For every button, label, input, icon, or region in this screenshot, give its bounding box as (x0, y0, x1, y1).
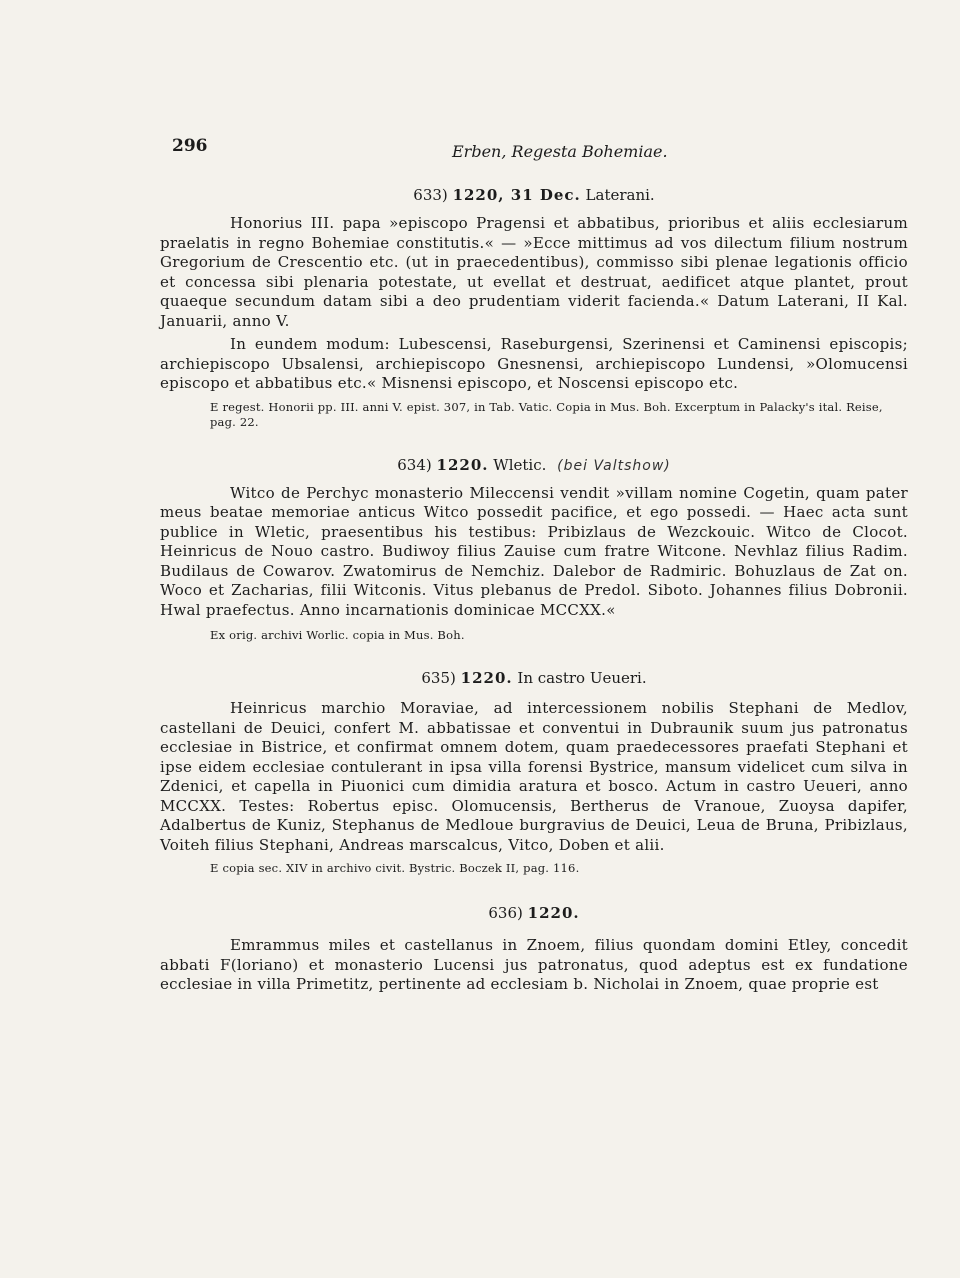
entry-date: 1220. (436, 455, 489, 474)
document-page (160, 124, 908, 995)
handwritten-annotation: (bei Valtshow) (557, 457, 671, 474)
entry-heading-633 (160, 186, 908, 204)
entry-paragraph: In eundem modum: Lubescensi, Raseburgensi, Szerinensi et Caminensi episcopis; archiepiscopo Ubsalensi, archiepiscopo Gnesnensi, archiepiscopo Lundensi, »Olomucensi episcopo et abbatibus etc.« Misnensi episcopo, et Noscensi episcopo etc. (160, 335, 908, 392)
entry-date: 1220. (527, 904, 580, 922)
entry-place: Laterani. (585, 186, 655, 204)
entry-place: In castro Ueueri. (517, 669, 647, 687)
entry-heading-634 (160, 456, 908, 474)
source-note: Ex orig. archivi Worlic. copia in Mus. Boh. (210, 628, 465, 642)
entry-heading-636 (160, 904, 908, 922)
entry-number: 633) (413, 186, 448, 204)
entry-paragraph: Heinricus marchio Moraviae, ad intercessionem nobilis Stephani de Medlov, castellani de Deuici, confert M. abbatissae et conventui in Dubraunik suum jus patronatus ecclesiae in Bistrice, et confirmat omnem dotem, quam praedecessores praefati Stephani et ipse eidem ecclesiae contulerant in ipsa villa forensi Bystrice, mansum videlicet cum silva in Zdenici, et capella in Piuonici cum dimidia aratura et bosco. Actum in castro Ueueri, anno MCCXX. Testes: Robertus episc. Olomucensis, Bertherus de Vranoue, Zuoysa dapifer, Adalbertus de Kuniz, Stephanus de Medloue burgravius de Deuici, Leua de Bruna, Pribizlaus, Voiteh filius Stephani, Andreas marscalcus, Vitco, Doben et alii. (160, 699, 908, 854)
running-title: Erben, Regesta Bohemiae. (452, 142, 668, 161)
page-header (160, 124, 908, 161)
source-note: E regest. Honorii pp. III. anni V. epist. 307, in Tab. Vatic. Copia in Mus. Boh. Excerptum in Palacky's ital. Reise, pag. 22. (210, 399, 883, 429)
entry-number: 636) (488, 904, 523, 922)
entry-date: 1220, 31 Dec. (452, 186, 581, 204)
entry-number: 635) (421, 669, 456, 687)
entry-paragraph: Witco de Perchyc monasterio Mileccensi vendit »villam nomine Cogetin, quam pater meus beatae memoriae anticus Witco possedit pacifice, et ego possedi. — Haec acta sunt publice in Wletic, praesentibus his testibus: Pribizlaus de Wezckouic. Witco de Clocot. Heinricus de Nouo castro. Budiwoy filius Zauise cum fratre Witcone. Nevhlaz filius Radim. Budilaus de Cowarov. Zwatomirus de Nemchiz. Dalebor de Radmiric. Bohuzlaus de Zat on. Woco et Zacharias, filii Witconis. Vitus plebanus de Predol. Siboto. Johannes filius Dobronii. Hwal praefectus. Anno incarnationis dominicae MCCXX.« (160, 483, 908, 619)
entry-date: 1220. (460, 669, 513, 687)
entry-place: Wletic. (493, 455, 547, 474)
entry-heading-635 (160, 669, 908, 687)
page-number: 296 (172, 136, 208, 156)
source-note: E copia sec. XIV in archivo civit. Bystric. Boczek II, pag. 116. (210, 861, 580, 875)
entry-number: 634) (397, 455, 432, 474)
entry-paragraph: Emrammus miles et castellanus in Znoem, filius quondam domini Etley, concedit abbati F(loriano) et monasterio Lucensi jus patronatus, quod adeptus est ex fundatione ecclesiae in villa Primetitz, pertinente ad ecclesiam b. Nicholai in Znoem, quae proprie est (160, 936, 908, 993)
entry-paragraph: Honorius III. papa »episcopo Pragensi et abbatibus, prioribus et aliis ecclesiarum praelatis in regno Bohemiae constitutis.« — »Ecce mittimus ad vos dilectum filium nostrum Gregorium de Crescentio etc. (ut in praecedentibus), commisso sibi plenae legationis officio et concessa sibi plenaria potestate, ut evellat et destruat, aedificet atque plantet, prout quaeque secundum datam sibi a deo prudentiam viderit facienda.« Datum Laterani, II Kal. Januarii, anno V. (160, 214, 908, 330)
